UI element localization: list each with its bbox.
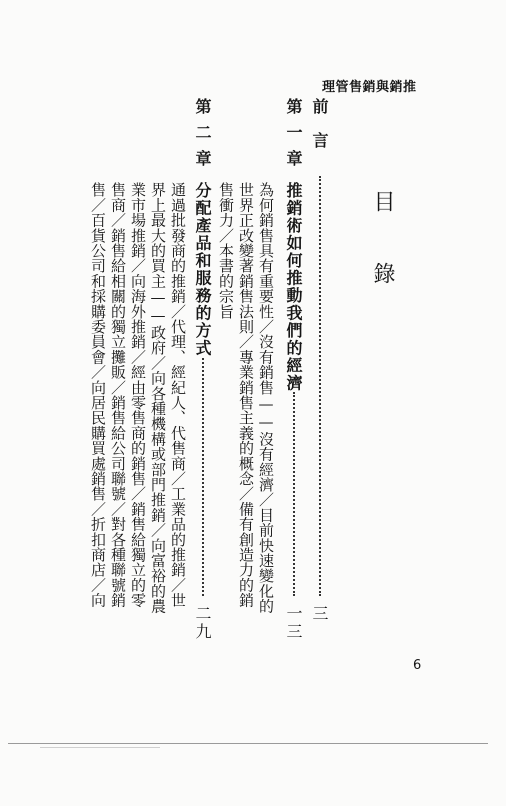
chapter-1-title: 推銷術如何推動我們的經濟: [284, 182, 303, 392]
chapter-2-line-4: 售商／銷售給相關的獨立攤販／銷售給公司聯號／對各種聯號銷: [109, 182, 127, 608]
chapter-1-page: 一三: [284, 605, 303, 641]
preface-page: 三: [310, 605, 329, 621]
chapter-1-label: 第一章: [284, 98, 303, 176]
chapter-1-line-2: 世界正改變著銷售法則／專業銷售主義的概念／備有創造力的銷: [237, 182, 255, 608]
toc-title-char-2: 錄: [370, 262, 395, 284]
chapter-2-line-5: 售／百貨公司和採購委員會／向居民購買處銷售／折扣商店／向: [89, 182, 107, 608]
running-head: 推銷與銷售管理: [322, 80, 417, 95]
chapter-2-line-3: 業市場推銷／向海外推銷／經由零售商的銷售／銷售給獨立的零: [129, 182, 147, 608]
preface-leader-dots: [319, 176, 321, 596]
chapter-2-label: 第二章: [193, 98, 212, 176]
chapter-1-leader-dots: [293, 392, 295, 596]
bottom-scan-line-faint: [40, 747, 160, 748]
bottom-scan-line: [8, 743, 488, 744]
chapter-2-leader-dots: [202, 358, 204, 596]
chapter-1-line-1: 為何銷售具有重要性／沒有銷售——沒有經濟／目前快速變化的: [257, 182, 275, 614]
page-number: 6: [413, 658, 422, 673]
chapter-2-line-1: 通過批發商的推銷／代理、經紀人、代售商／工業品的推銷／世: [169, 182, 187, 608]
chapter-2-title: 分配產品和服務的方式: [193, 182, 212, 357]
chapter-2-page: 二九: [193, 605, 212, 641]
chapter-2-line-2: 界上最大的買主——政府／向各種機構或部門推銷／向富裕的農: [149, 182, 167, 614]
toc-title-char-1: 目: [370, 190, 395, 212]
preface-label: 前言: [310, 98, 329, 166]
chapter-1-line-3: 售衝力／本書的宗旨: [217, 182, 235, 319]
